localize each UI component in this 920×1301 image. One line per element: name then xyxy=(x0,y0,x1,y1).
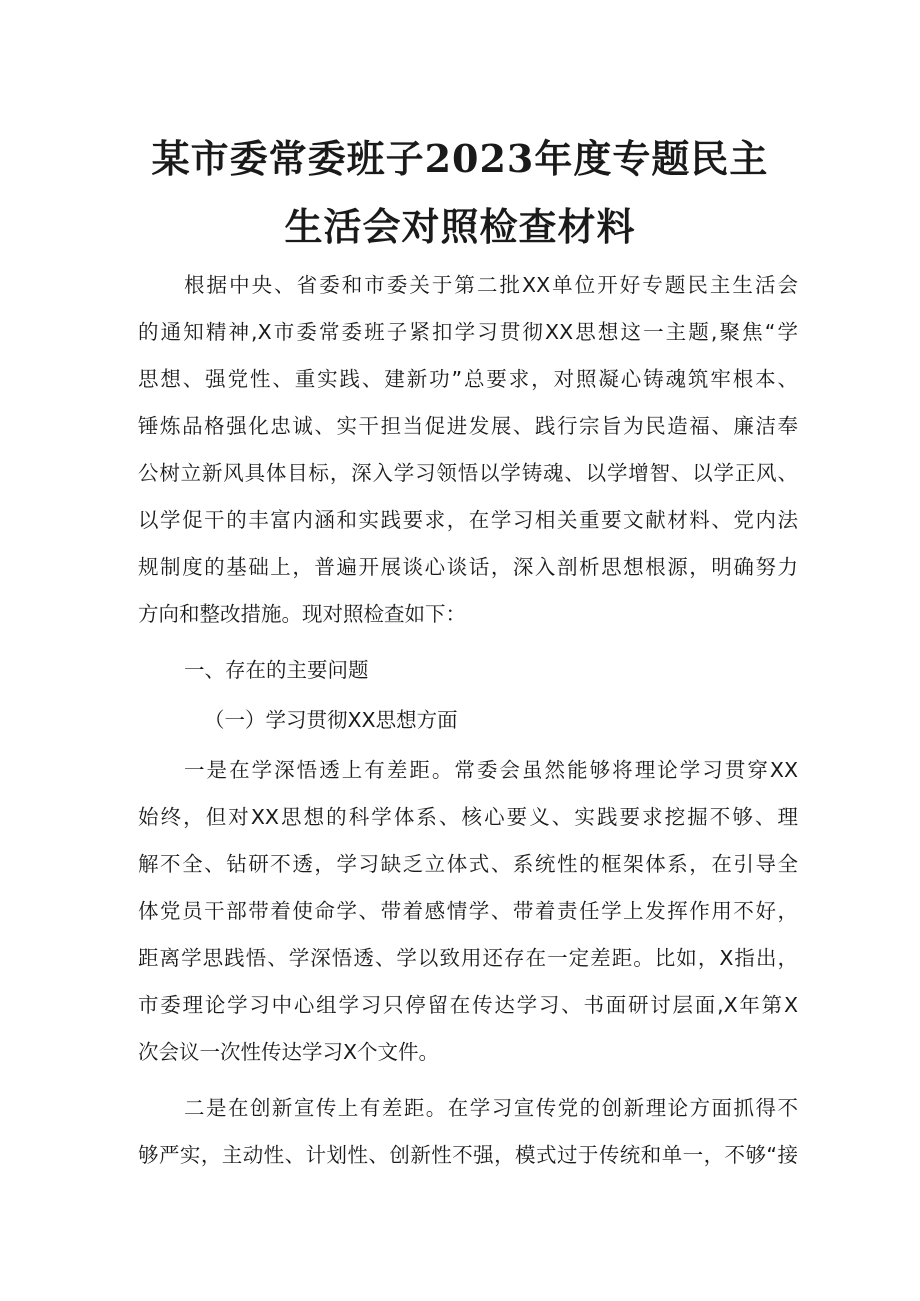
paragraph-line: 解不全、钻研不透，学习缺乏立体式、系统性的框架体系，在引导全 xyxy=(138,852,798,876)
subsection-heading: （一）学习贯彻XX思想方面 xyxy=(204,708,458,732)
intro-line: 根据中央、省委和市委关于第二批XX单位开好专题民主生活会 xyxy=(184,273,798,297)
paragraph-line: 次会议一次性传达学习X个文件。 xyxy=(138,1040,440,1064)
intro-line: 思想、强党性、重实践、建新功”总要求，对照凝心铸魂筑牢根本、 xyxy=(138,367,798,391)
paragraph-line: 体党员干部带着使命学、带着感情学、带着责任学上发挥作用不好， xyxy=(138,899,798,923)
document-title-line-1: 某市委常委班子2023年度专题民主 xyxy=(151,136,769,181)
section-heading: 一、存在的主要问题 xyxy=(184,658,369,682)
intro-line: 锤炼品格强化忠诚、实干担当促进发展、践行宗旨为民造福、廉洁奉 xyxy=(138,414,798,438)
paragraph-line: 一是在学深悟透上有差距。常委会虽然能够将理论学习贯穿XX xyxy=(184,758,798,782)
intro-line: 方向和整改措施。现对照检查如下： xyxy=(138,602,466,626)
paragraph-line: 距离学思践悟、学深悟透、学以致用还存在一定差距。比如，X指出， xyxy=(138,946,798,970)
paragraph-line: 够严实，主动性、计划性、创新性不强，模式过于传统和单一，不够“接 xyxy=(138,1143,798,1167)
paragraph-line: 二是在创新宣传上有差距。在学习宣传党的创新理论方面抓得不 xyxy=(184,1096,798,1120)
intro-line: 以学促干的丰富内涵和实践要求，在学习相关重要文献材料、党内法 xyxy=(138,508,798,532)
intro-line: 公树立新风具体目标，深入学习领悟以学铸魂、以学增智、以学正风、 xyxy=(138,461,798,485)
paragraph-line: 市委理论学习中心组学习只停留在传达学习、书面研讨层面,X年第X xyxy=(138,993,798,1017)
paragraph-line: 始终，但对XX思想的科学体系、核心要义、实践要求挖掘不够、理 xyxy=(138,805,798,829)
intro-line: 的通知精神,X市委常委班子紧扣学习贯彻XX思想这一主题,聚焦“学 xyxy=(138,320,798,344)
intro-line: 规制度的基础上，普遍开展谈心谈话，深入剖析思想根源，明确努力 xyxy=(138,555,798,579)
document-title-line-2: 生活会对照检查材料 xyxy=(284,204,636,249)
